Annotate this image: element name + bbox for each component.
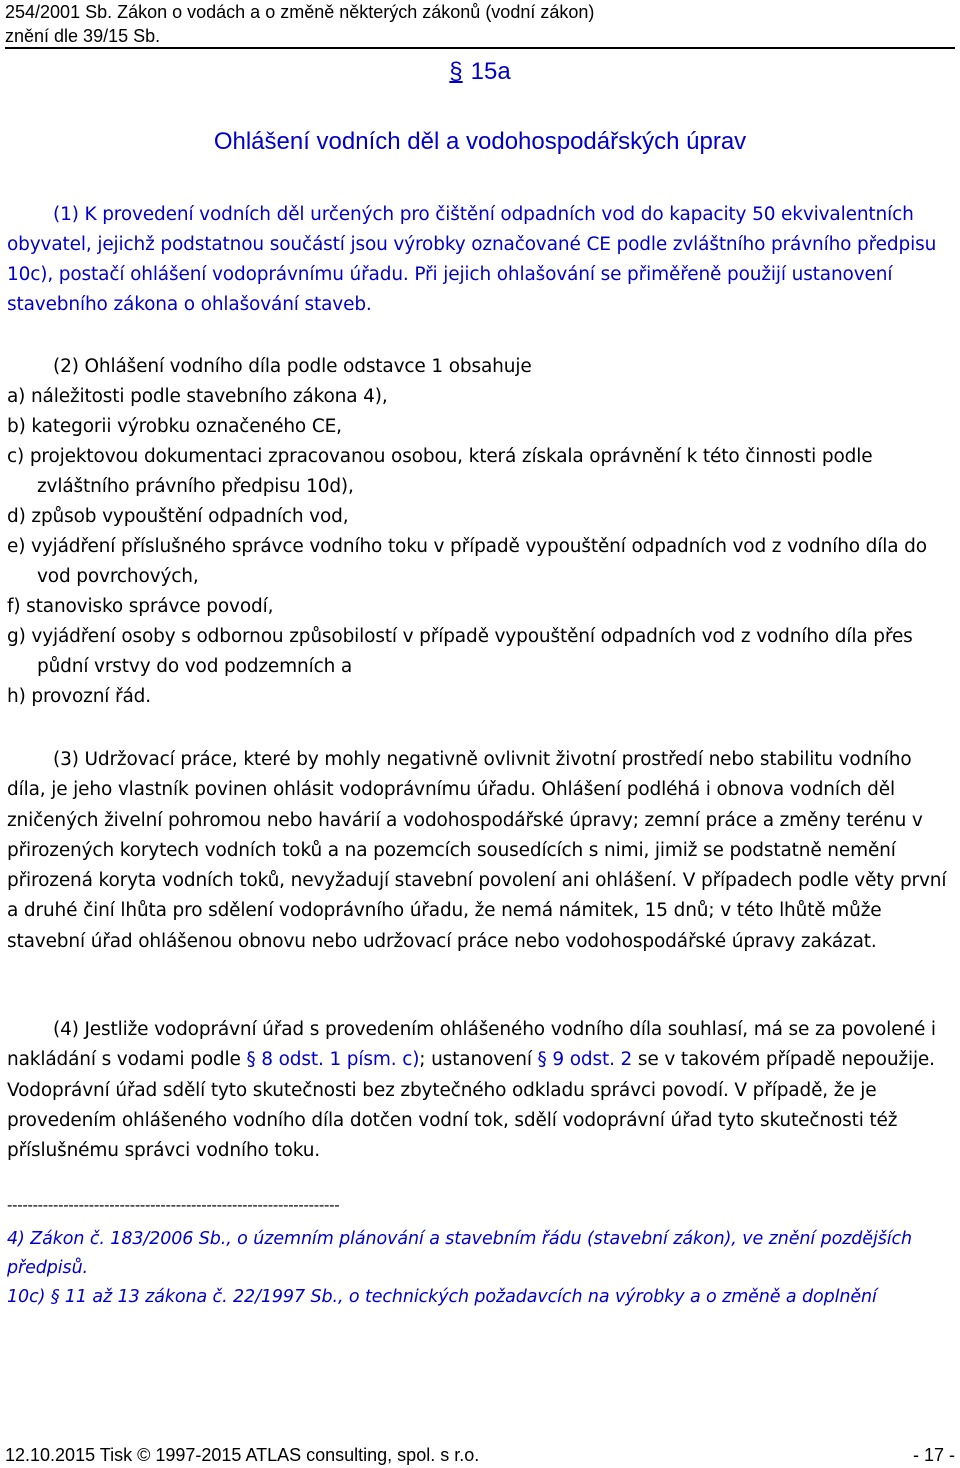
paragraph-4-text-start: (4) Jestliže vodoprávní úřad s provedením ohlášeného vodního díla souhlasí, má se za povolené i nakládání s vodami podle (7, 1019, 936, 1071)
paragraph-4-text-end: se v takovém případě nepoužije. Vodoprávní úřad sdělí tyto skutečnosti bez zbytečného odkladu správci povodí. V případě, že je provedením ohlášeného vodního díla dotčen vodní tok, sdělí vodoprávní úřad tyto skutečnosti též příslušnému správci vodního toku. (7, 1049, 935, 1162)
footer-print-info: 12.10.2015 Tisk © 1997-2015 ATLAS consulting, spol. s r.o. (5, 1445, 480, 1465)
header-law-title: 254/2001 Sb. Zákon o vodách a o změně některých zákonů (vodní zákon) (5, 2, 595, 22)
section-number-text: 15a (470, 58, 511, 85)
page-footer (5, 1443, 955, 1467)
link-section-8[interactable]: § 8 odst. 1 písm. c) (246, 1049, 420, 1071)
paragraph-1-text[interactable]: (1) K provedení vodních děl určených pro čištění odpadních vod do kapacity 50 ekvivalentních obyvatel, jejichž podstatnou součástí jsou výrobky označované CE podle zvláštního právního předpisu 10c), postačí ohlášení vodoprávnímu úřadu. Při jejich ohlašování se přiměřeně použijí ustanovení stavebního zákona o ohlašování staveb. (7, 204, 937, 315)
section-symbol[interactable]: § (449, 58, 463, 85)
paragraph-3-text: (3) Udržovací práce, které by mohly negativně ovlivnit životní prostředí nebo stabilitu vodního díla, je jeho vlastník povinen ohlásit vodoprávnímu úřadu. Ohlášení podléhá i obnova vodních děl zničených živelní pohromou nebo havárií a vodohospodářské úpravy; zemní práce a změny terénu v přirozených korytech vodních toků a na pozemcích sousedících s nimi, jimiž se podstatně nemění přirozená koryta vodních toků, nevyžadují stavební povolení ani ohlášení. V případech podle věty první a druhé činí lhůta pro sdělení vodoprávního úřadu, že nemá námitek, 15 dnů; v této lhůtě může stavební úřad ohlášenou obnovu nebo udržovací práce nebo vodohospodářské úpravy zakázat. (7, 749, 947, 952)
paragraph-4 (7, 1015, 947, 1166)
page-number: - 17 - (912, 1445, 955, 1465)
footnote-10c[interactable]: 10c) § 11 až 13 zákona č. 22/1997 Sb., o technických požadavcích na výrobky a o změně a doplnění (7, 1287, 877, 1307)
header-divider (5, 47, 955, 49)
list-item-d: d) způsob vypouštění odpadních vod, (7, 506, 349, 527)
list-item-b: b) kategorii výrobku označeného CE, (7, 416, 342, 437)
paragraph-2 (7, 352, 947, 712)
list-item-g: g) vyjádření osoby s odbornou způsobilostí v případě vypouštění odpadních vod z vodního díla přes půdní vrstvy do vod podzemních a (7, 626, 913, 677)
list-item-c: c) projektovou dokumentaci zpracovanou osobou, která získala oprávnění k této činnosti podle zvláštního právního předpisu 10d), (7, 446, 873, 497)
paragraph-3 (7, 745, 947, 957)
section-title: Ohlášení vodních děl a vodohospodářských úprav (213, 128, 747, 155)
footnote-divider: ----------------------------------------------------------------- (7, 1196, 340, 1214)
paragraph-4-text-middle: ; ustanovení (419, 1049, 538, 1071)
list-item-f: f) stanovisko správce povodí, (7, 596, 274, 617)
paragraph-2-intro: (2) Ohlášení vodního díla podle odstavce 1 obsahuje (53, 356, 532, 377)
list-item-a: a) náležitosti podle stavebního zákona 4), (7, 386, 388, 407)
link-section-9[interactable]: § 9 odst. 2 (537, 1049, 633, 1071)
paragraph-1 (7, 200, 947, 320)
document-header (5, 0, 594, 48)
section-number (0, 58, 960, 86)
header-version: znění dle 39/15 Sb. (5, 26, 161, 46)
list-item-h: h) provozní řád. (7, 686, 151, 707)
footnote-4[interactable]: 4) Zákon č. 183/2006 Sb., o územním plánování a stavebním řádu (stavební zákon), ve znění pozdějších předpisů. (7, 1229, 913, 1278)
list-item-e: e) vyjádření příslušného správce vodního toku v případě vypouštění odpadních vod z vodního díla do vod povrchových, (7, 536, 927, 587)
